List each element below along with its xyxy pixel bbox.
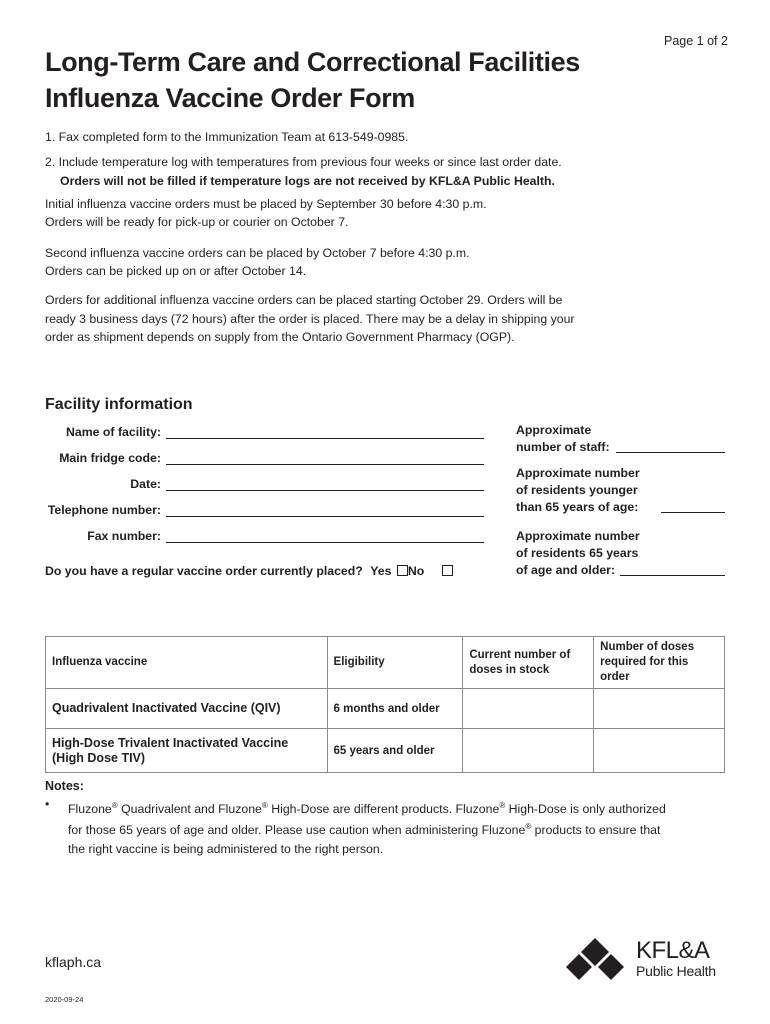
table-row bbox=[46, 689, 725, 729]
initial-order-line-2: Orders will be ready for pick-up or courier on October 7. bbox=[45, 215, 349, 229]
older-label-line-2: of residents 65 years bbox=[516, 546, 639, 560]
vaccine-order-table bbox=[45, 636, 725, 773]
header-eligibility: Eligibility bbox=[327, 637, 463, 689]
footer-date: 2020-09-24 bbox=[45, 995, 84, 1004]
initial-order-line-1: Initial influenza vaccine orders must be placed by September 30 before 4:30 p.m. bbox=[45, 197, 487, 211]
header-required bbox=[594, 637, 725, 689]
fax-label: Fax number: bbox=[87, 529, 161, 543]
required-tiv-cell[interactable] bbox=[594, 729, 725, 773]
instruction-1: 1. Fax completed form to the Immunization Team at 613-549-0985. bbox=[45, 130, 409, 144]
older-residents-label bbox=[516, 528, 640, 579]
registered-mark: ® bbox=[499, 801, 506, 810]
header-required-line-2: required for this order bbox=[600, 656, 689, 683]
no-label: No bbox=[407, 564, 425, 578]
additional-order-line-1: Orders for additional influenza vaccine orders can be placed starting October 29. Orders will be bbox=[45, 293, 563, 307]
kfla-logo-icon bbox=[565, 938, 631, 980]
note-part-2: Quadrivalent and Fluzone bbox=[117, 802, 262, 817]
note-part-5: products to ensure that the right vaccine is being administered to the right person. bbox=[68, 823, 661, 856]
yes-label: Yes bbox=[370, 564, 392, 578]
second-order-line-2: Orders can be picked up on or after October 14. bbox=[45, 264, 307, 278]
table-row bbox=[46, 729, 725, 773]
vaccine-name-tiv-line-2: (High Dose TIV) bbox=[52, 750, 146, 765]
staff-label-line-2: number of staff: bbox=[516, 440, 610, 454]
date-label: Date: bbox=[130, 477, 161, 491]
regular-order-question bbox=[45, 563, 453, 580]
page-title bbox=[45, 44, 645, 116]
stock-tiv-cell[interactable] bbox=[463, 729, 594, 773]
fridge-code-field[interactable] bbox=[166, 464, 484, 465]
vaccine-name-tiv-line-1: High-Dose Trivalent Inactivated Vaccine bbox=[52, 735, 289, 750]
note-part-1: Fluzone bbox=[68, 802, 112, 817]
facility-section-title: Facility information bbox=[45, 396, 193, 413]
older-label-line-1: Approximate number bbox=[516, 529, 640, 543]
registered-mark: ® bbox=[111, 801, 118, 810]
notes-bullet: • bbox=[45, 797, 50, 811]
second-order-line-1: Second influenza vaccine orders can be placed by October 7 before 4:30 p.m. bbox=[45, 246, 470, 260]
logo-wordmark: KFL&A bbox=[636, 937, 710, 964]
date-field[interactable] bbox=[166, 490, 484, 491]
regular-order-question-text: Do you have a regular vaccine order currently placed? bbox=[45, 564, 363, 578]
fridge-code-label: Main fridge code: bbox=[59, 451, 161, 465]
eligibility-qiv: 6 months and older bbox=[327, 689, 463, 729]
additional-order-line-2: ready 3 business days (72 hours) after the order is placed. There may be a delay in shipping your bbox=[45, 312, 575, 326]
staff-label bbox=[516, 422, 610, 456]
staff-label-line-1: Approximate bbox=[516, 423, 592, 437]
registered-mark: ® bbox=[261, 801, 268, 810]
notes-title: Notes: bbox=[45, 779, 84, 793]
header-vaccine: Influenza vaccine bbox=[46, 637, 328, 689]
note-part-4: High-Dose is only authorized for those 65 years of age and older. Please use caution when administering Fluzone bbox=[68, 802, 666, 838]
logo-subtitle: Public Health bbox=[636, 963, 716, 979]
footer-url: kflaph.ca bbox=[45, 954, 102, 970]
instruction-2: 2. Include temperature log with temperatures from previous four weeks or since last order date. bbox=[45, 155, 562, 169]
header-stock bbox=[463, 637, 594, 689]
required-qiv-cell[interactable] bbox=[594, 689, 725, 729]
younger-residents-field[interactable] bbox=[661, 512, 725, 513]
page-number: Page 1 of 2 bbox=[664, 34, 728, 48]
staff-count-field[interactable] bbox=[616, 452, 725, 453]
older-residents-field[interactable] bbox=[620, 575, 725, 576]
telephone-field[interactable] bbox=[166, 516, 484, 517]
vaccine-name-tiv bbox=[46, 729, 328, 773]
eligibility-tiv: 65 years and older bbox=[327, 729, 463, 773]
instruction-2-warning: Orders will not be filled if temperature logs are not received by KFL&A Public Health. bbox=[60, 174, 555, 188]
yes-checkbox[interactable] bbox=[397, 565, 408, 576]
header-stock-line-2: doses in stock bbox=[469, 663, 550, 676]
facility-name-field[interactable] bbox=[166, 438, 484, 439]
title-line-2: Influenza Vaccine Order Form bbox=[45, 83, 415, 113]
stock-qiv-cell[interactable] bbox=[463, 689, 594, 729]
registered-mark: ® bbox=[525, 822, 532, 832]
no-checkbox[interactable] bbox=[442, 565, 453, 576]
younger-residents-label bbox=[516, 465, 640, 516]
header-required-line-1: Number of doses bbox=[600, 641, 695, 653]
facility-name-label: Name of facility: bbox=[66, 425, 161, 439]
telephone-label: Telephone number: bbox=[47, 503, 161, 517]
vaccine-name-qiv: Quadrivalent Inactivated Vaccine (QIV) bbox=[46, 689, 328, 729]
notes-text bbox=[68, 797, 678, 858]
note-part-3: High-Dose are different products. Fluzone bbox=[267, 802, 500, 817]
additional-order-line-3: order as shipment depends on supply from the Ontario Government Pharmacy (OGP). bbox=[45, 330, 515, 344]
younger-label-line-2: of residents younger bbox=[516, 483, 638, 497]
older-label-line-3: of age and older: bbox=[516, 563, 616, 577]
header-stock-line-1: Current number of bbox=[469, 648, 571, 661]
table-header-row bbox=[46, 637, 725, 689]
younger-label-line-1: Approximate number bbox=[516, 466, 640, 480]
younger-label-line-3: than 65 years of age: bbox=[516, 500, 639, 514]
title-line-1: Long-Term Care and Correctional Facilities bbox=[45, 47, 580, 77]
fax-field[interactable] bbox=[166, 542, 484, 543]
